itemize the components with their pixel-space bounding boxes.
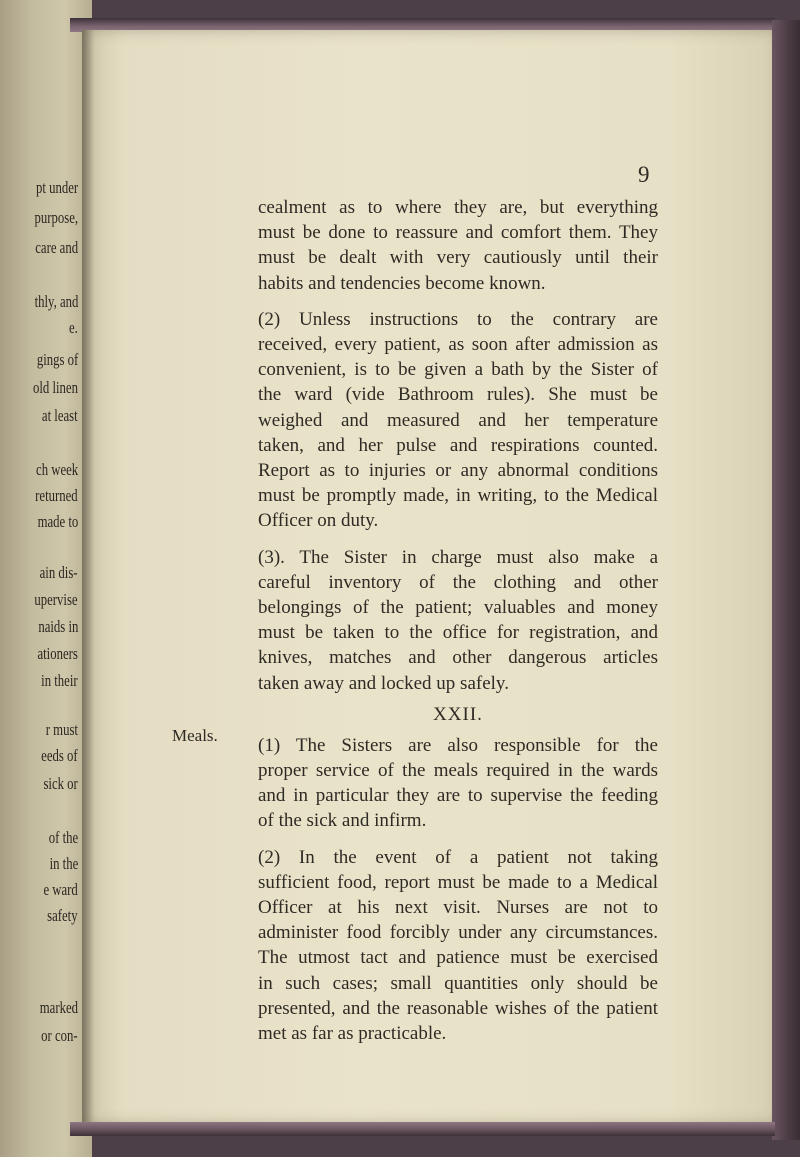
facing-page-text: or con- — [41, 1026, 78, 1045]
text-line: belongings of the patient; valuables and money — [258, 597, 658, 619]
facing-page-text: pt under — [35, 178, 78, 197]
text-line: must be taken to the office for registration, and — [258, 622, 658, 644]
facing-page-text: e ward — [43, 880, 78, 899]
text-line: must be done to reassure and comfort them. They — [258, 222, 658, 244]
paragraph-4 — [258, 733, 658, 834]
facing-page-text: thly, and — [34, 292, 78, 311]
facing-page-text: of the — [48, 828, 78, 847]
facing-page-text: safety — [47, 906, 78, 925]
text-line: Officer on duty. — [258, 510, 379, 532]
text-line: cealment as to where they are, but everything — [258, 197, 658, 218]
facing-page-text: upervise — [34, 590, 78, 609]
facing-page-text: old linen — [33, 378, 78, 397]
text-line: careful inventory of the clothing and other — [258, 571, 658, 593]
facing-page-text: ain dis- — [40, 563, 78, 582]
page-gutter-shadow — [82, 30, 94, 1124]
book-edge-right — [772, 20, 800, 1140]
text-line: must be promptly made, in writing, to the Medical — [258, 485, 658, 507]
facing-page-text: eeds of — [41, 746, 78, 765]
page-number: 9 — [638, 162, 650, 187]
paragraph-1 — [258, 195, 658, 296]
text-line: (1) The Sisters are also responsible for the — [258, 734, 658, 756]
facing-page-text: in the — [49, 854, 78, 873]
text-line: convenient, is to be given a bath by the Sister of — [258, 359, 658, 381]
paragraph-5 — [258, 845, 658, 1047]
facing-page-text: sick or — [43, 774, 78, 793]
facing-page-text: marked — [39, 998, 78, 1017]
text-line: of the sick and infirm. — [258, 810, 427, 832]
text-line: proper service of the meals required in the wards — [258, 760, 658, 782]
facing-page-text: in their — [41, 671, 78, 690]
marginal-note: Meals. — [172, 726, 218, 745]
paragraph-3 — [258, 545, 658, 696]
book-edge-bottom — [70, 1122, 775, 1136]
facing-page-text: ch week — [35, 460, 78, 479]
text-line: presented, and the reasonable wishes of the patient — [258, 997, 658, 1019]
facing-page — [0, 0, 92, 1157]
facing-page-text: at least — [42, 406, 78, 425]
section-heading: XXII. — [433, 703, 483, 725]
text-line: The utmost tact and patience must be exercised — [258, 947, 658, 969]
text-line: administer food forcibly under any circumstances. — [258, 922, 658, 944]
text-line: in such cases; small quantities only should be — [258, 972, 658, 994]
text-line: the ward (vide Bathroom rules). She must be — [258, 384, 658, 406]
facing-page-text: care and — [35, 238, 78, 257]
text-line: met as far as practicable. — [258, 1023, 447, 1045]
page-body — [258, 195, 658, 1046]
facing-page-text: returned — [35, 486, 78, 505]
text-line: knives, matches and other dangerous articles — [258, 647, 658, 669]
facing-page-text: gings of — [36, 350, 78, 369]
text-line: weighed and measured and her temperature — [258, 409, 658, 431]
facing-page-text: e. — [69, 318, 78, 337]
text-line: (2) Unless instructions to the contrary are — [258, 308, 658, 330]
text-line: received, every patient, as soon after admission as — [258, 334, 658, 356]
text-line: Officer at his next visit. Nurses are not to — [258, 897, 658, 919]
text-line: habits and tendencies become known. — [258, 272, 546, 294]
text-line: taken, and her pulse and respirations counted. — [258, 434, 658, 456]
facing-page-text: r must — [45, 720, 78, 739]
facing-page-text: purpose, — [34, 208, 78, 227]
text-line: Report as to injuries or any abnormal conditions — [258, 460, 658, 482]
text-line: taken away and locked up safely. — [258, 672, 509, 694]
text-line: (3). The Sister in charge must also make a — [258, 546, 658, 568]
text-line: and in particular they are to supervise the feeding — [258, 785, 658, 807]
facing-page-text: naids in — [37, 617, 78, 636]
text-line: must be dealt with very cautiously until their — [258, 247, 658, 269]
facing-page-text: made to — [37, 512, 78, 531]
text-line: sufficient food, report must be made to a Medical — [258, 871, 658, 893]
text-line: (2) In the event of a patient not taking — [258, 846, 658, 868]
facing-page-text: ationers — [37, 644, 78, 663]
paragraph-2 — [258, 307, 658, 534]
